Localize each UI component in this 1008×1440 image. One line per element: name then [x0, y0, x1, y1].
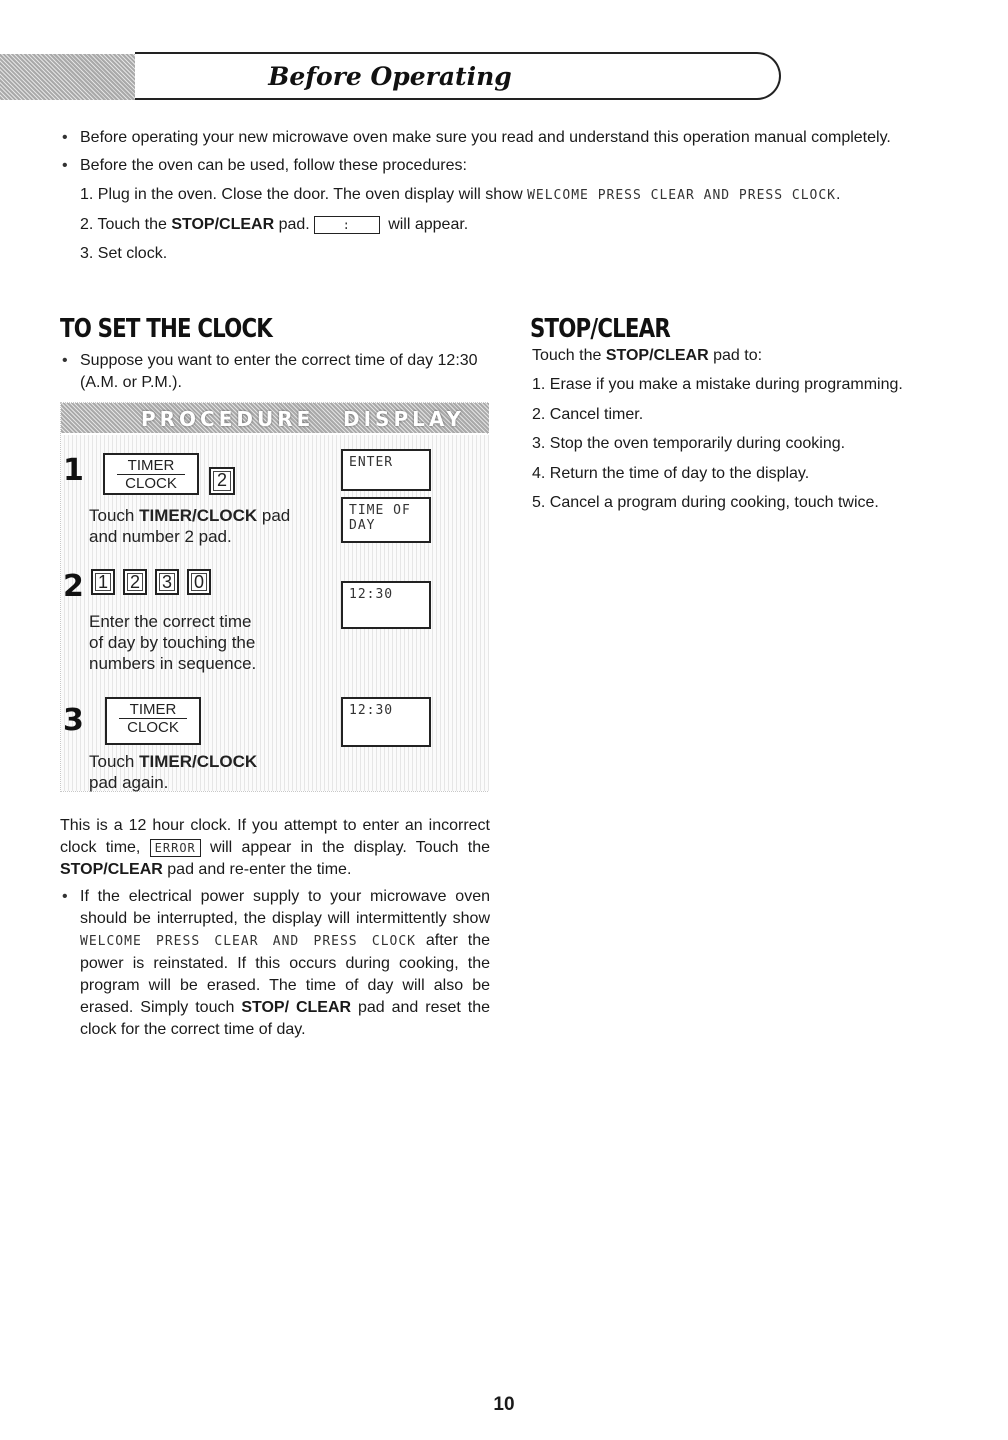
procedure-table-body — [61, 435, 489, 791]
page-title: Before Operating — [268, 62, 512, 91]
list-item: 4. Return the time of day to the display. — [532, 464, 810, 482]
display-column-label: DISPLAY — [343, 407, 465, 431]
number-key-3: 3 — [155, 569, 179, 595]
step-1-text: Touch TIMER/CLOCK pad and number 2 pad. — [89, 506, 291, 546]
display-time-of-day: TIME OF DAY — [341, 497, 431, 543]
stop-clear-list — [532, 374, 962, 522]
intro-section — [60, 127, 960, 265]
intro-bullet-read-manual: • Before operating your new microwave oven make sure you read and understand this operation manual completely. — [60, 127, 960, 149]
power-interruption-note — [60, 886, 490, 1041]
display-12-30-final: 12:30 — [341, 697, 431, 747]
intro-steps — [60, 184, 960, 265]
error-display-box: ERROR — [150, 839, 201, 857]
welcome-display-text-2: WELCOME PRESS CLEAR AND PRESS CLOCK — [80, 934, 417, 949]
blank-display-box: : — [314, 216, 380, 234]
timer-clock-key-1: TIMER CLOCK — [103, 453, 199, 495]
number-key-2: 2 — [209, 467, 235, 495]
procedure-column-label: PROCEDURE — [141, 407, 315, 431]
list-item: 5. Cancel a program during cooking, touch twice. — [532, 494, 879, 512]
display-12-30: 12:30 — [341, 581, 431, 629]
intro-bullet-procedures: • Before the oven can be used, follow these procedures: — [60, 155, 960, 177]
stop-clear-heading: STOP/CLEAR — [530, 314, 670, 344]
step-2-number: 2 — [63, 569, 84, 604]
display-enter: ENTER — [341, 449, 431, 491]
intro-step-3: 3. Set clock. — [80, 245, 168, 263]
timer-clock-key-3: TIMER CLOCK — [105, 697, 201, 745]
step-2-text: Enter the correct time of day by touching the numbers in sequence. — [89, 612, 257, 673]
list-item: 3. Stop the oven temporarily during cooking. — [532, 435, 846, 453]
intro-step-1: 1. Plug in the oven. Close the door. The oven display will show WELCOME PRESS CLEAR AND PRESS CLOCK. — [80, 186, 841, 204]
set-clock-heading: TO SET THE CLOCK — [60, 314, 272, 344]
twelve-hour-clock-note: This is a 12 hour clock. If you attempt to enter an incorrect clock time, ERROR will appear in the display. Touch the STOP/CLEAR pad and re-enter the time. — [60, 817, 491, 878]
number-key-1: 1 — [91, 569, 115, 595]
list-item: 1. Erase if you make a mistake during programming. — [532, 376, 903, 393]
procedure-table — [60, 402, 488, 792]
intro-step-2: 2. Touch the STOP/CLEAR pad. : will appear. — [80, 215, 469, 233]
step-1-number: 1 — [63, 453, 84, 488]
header-hatch-band — [0, 54, 140, 100]
list-item: 2. Cancel timer. — [532, 405, 644, 423]
step-3-number: 3 — [63, 703, 84, 738]
procedure-table-header — [61, 403, 489, 433]
stop-clear-intro: Touch the STOP/CLEAR pad to: — [532, 347, 763, 364]
set-clock-intro-bullet: • Suppose you want to enter the correct time of day 12:30 (A.M. or P.M.). — [60, 350, 490, 393]
page-number: 10 — [493, 1394, 515, 1415]
welcome-display-text: WELCOME PRESS CLEAR AND PRESS CLOCK — [527, 188, 837, 204]
page-header — [0, 52, 790, 100]
step-3-text: Touch TIMER/CLOCK pad again. — [89, 752, 258, 792]
number-key-0: 0 — [187, 569, 211, 595]
number-key-2: 2 — [123, 569, 147, 595]
set-clock-intro — [60, 350, 490, 393]
power-interruption-bullet: • If the electrical power supply to your microwave oven should be interrupted, the display will intermittently show WELCOME PRESS CLEAR AND PRESS CLOCK after the power is reinstated. If this occurs during cooking, the program will be erased. The time of day will also be erased. Simply touch STOP/ CLEAR pad and reset the clock for the correct time of day. — [60, 886, 490, 1041]
